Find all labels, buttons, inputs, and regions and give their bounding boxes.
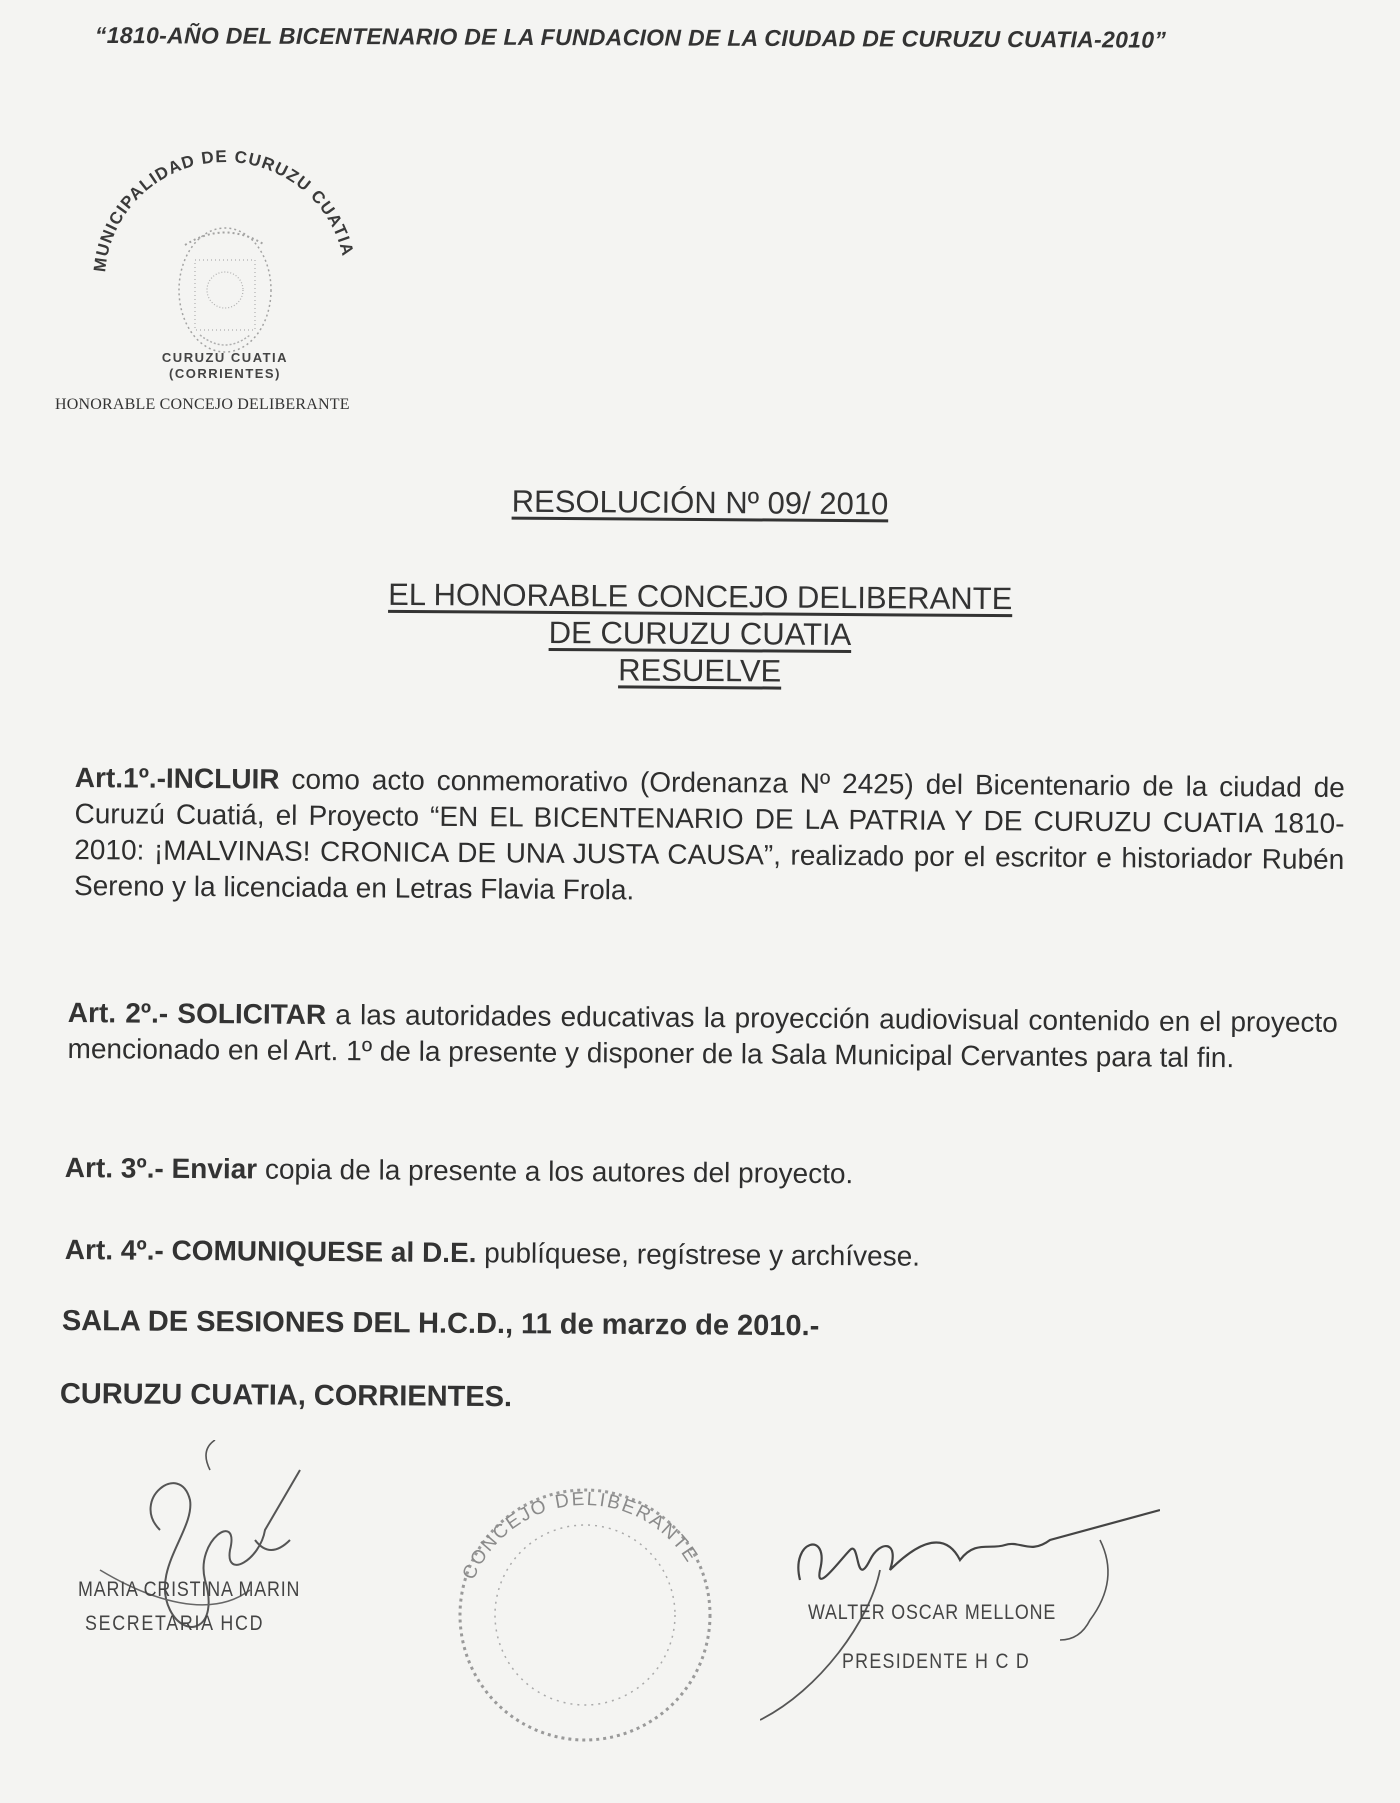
seal-arc-text: MUNICIPALIDAD DE CURUZU CUATIA bbox=[90, 146, 358, 274]
article-4-text: publíquese, regístrese y archívese. bbox=[476, 1237, 921, 1272]
council-heading bbox=[310, 575, 1091, 691]
article-3-text: copia de la presente a los autores del proyecto. bbox=[257, 1153, 854, 1190]
article-3 bbox=[65, 1150, 1335, 1196]
council-stamp bbox=[425, 1455, 735, 1755]
session-line: SALA DE SESIONES DEL H.C.D., 11 de marzo de 2010.- bbox=[61, 1305, 820, 1343]
secretary-title: SECRETARIA HCD bbox=[85, 1612, 265, 1635]
secretary-name: MARIA CRISTINA MARIN bbox=[78, 1578, 301, 1601]
svg-text:CONCEJO DELIBERANTE bbox=[459, 1489, 702, 1583]
seal-institution: HONORABLE CONCEJO DELIBERANTE bbox=[55, 396, 350, 413]
article-1-label: Art.1º.-INCLUIR bbox=[74, 761, 280, 795]
council-line-2: DE CURUZU CUATIA bbox=[548, 614, 852, 653]
article-4 bbox=[65, 1232, 1335, 1278]
svg-text:MUNICIPALIDAD DE CURUZU CUATIA bbox=[90, 147, 357, 273]
article-1-text: como acto conmemorativo (Ordenanza Nº 2425) del Bicentenario de la ciudad de Curuzú Cuatiá, el Proyecto “EN EL BICENTENARIO DE LA PATRIA Y DE CURUZU CUATIA 1810-2010: ¡MALVINAS! CRONICA DE UNA JUSTA CAUSA”, realizado por el escritor e historiador Rubén Sereno y la licenciada en Letras Flavia Frola. bbox=[73, 763, 1345, 906]
article-2 bbox=[67, 995, 1338, 1077]
president-name: WALTER OSCAR MELLONE bbox=[808, 1601, 1057, 1624]
seal-line-2: (CORRIENTES) bbox=[169, 366, 281, 381]
article-2-text: a las autoridades educativas la proyección audiovisual contenido en el proyecto mencionado en el Art. 1º de la presente y disponer de la Sala Municipal Cervantes para tal fin. bbox=[67, 999, 1338, 1074]
article-1 bbox=[74, 760, 1345, 914]
article-4-label: Art. 4º.- COMUNIQUESE al D.E. bbox=[64, 1233, 477, 1269]
stamp-arc-text: CONCEJO DELIBERANTE bbox=[458, 1488, 703, 1583]
article-3-label: Art. 3º.- Enviar bbox=[64, 1151, 258, 1185]
council-line-3: RESUELVE bbox=[618, 652, 782, 689]
city-line: CURUZU CUATIA, CORRIENTES. bbox=[59, 1378, 513, 1414]
seal-line-1: CURUZU CUATIA bbox=[161, 350, 289, 365]
council-line-1: EL HONORABLE CONCEJO DELIBERANTE bbox=[388, 576, 1013, 617]
resolution-title: RESOLUCIÓN Nº 09/ 2010 bbox=[511, 483, 889, 522]
article-2-label: Art. 2º.- SOLICITAR bbox=[67, 996, 327, 1031]
header-slogan: “1810-AÑO DEL BICENTENARIO DE LA FUNDACION DE LA CIUDAD DE CURUZU CUATIA-2010” bbox=[94, 22, 1167, 53]
president-title: PRESIDENTE H C D bbox=[842, 1650, 1031, 1673]
